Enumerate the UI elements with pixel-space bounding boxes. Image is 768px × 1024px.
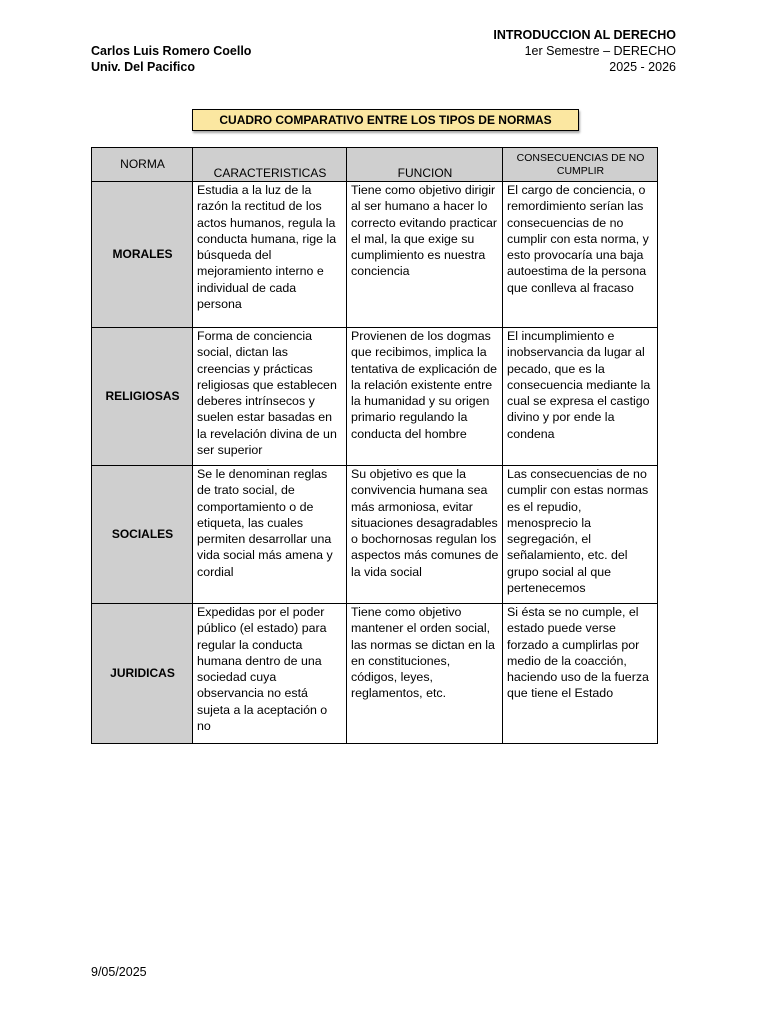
column-header-funcion: FUNCION [347, 148, 503, 182]
table-row-religiosas [92, 328, 658, 466]
column-header-caracteristicas: CARACTERISTICAS [193, 148, 347, 182]
table-row-sociales [92, 466, 658, 604]
row-label-morales: MORALES [92, 182, 193, 328]
cell-caracteristicas: Forma de conciencia social, dictan las creencias y prácticas religiosas que establecen deberes intrínsecos y suelen estar basadas en la revelación divina de un ser superior [193, 328, 347, 466]
footer-date: 9/05/2025 [91, 965, 147, 979]
semester-label: 1er Semestre – DERECHO [524, 44, 676, 58]
row-label-juridicas: JURIDICAS [92, 604, 193, 744]
row-label-sociales: SOCIALES [92, 466, 193, 604]
column-header-norma: NORMA [92, 148, 193, 182]
cell-consecuencias: Si ésta se no cumple, el estado puede verse forzado a cumplirlas por medio de la coacción, haciendo uso de la fuerza que tiene el Estado [503, 604, 658, 744]
author-name: Carlos Luis Romero Coello [91, 44, 252, 58]
university-name: Univ. Del Pacifico [91, 60, 195, 74]
document-title: CUADRO COMPARATIVO ENTRE LOS TIPOS DE NORMAS [192, 109, 579, 131]
cell-funcion: Provienen de los dogmas que recibimos, implica la tentativa de explicación de la relación existente entre la humanidad y su origen primario regulando la conducta del hombre [347, 328, 503, 466]
table-header-row [92, 148, 658, 182]
table-row-juridicas [92, 604, 658, 744]
column-header-consecuencias: CONSECUENCIAS DE NO CUMPLIR [503, 148, 658, 182]
comparison-table [91, 147, 658, 744]
cell-consecuencias: Las consecuencias de no cumplir con estas normas es el repudio, menosprecio la segregación, el señalamiento, etc. del grupo social al que pertenecemos [503, 466, 658, 604]
cell-funcion: Su objetivo es que la convivencia humana sea más armoniosa, evitar situaciones desagradables o bochornosas regulan los aspectos más comunes de la vida social [347, 466, 503, 604]
cell-funcion: Tiene como objetivo mantener el orden social, las normas se dictan en la en constituciones, códigos, leyes, reglamentos, etc. [347, 604, 503, 744]
cell-caracteristicas: Se le denominan reglas de trato social, de comportamiento o de etiqueta, las cuales permiten desarrollar una vida social más amena y cordial [193, 466, 347, 604]
row-label-religiosas: RELIGIOSAS [92, 328, 193, 466]
cell-caracteristicas: Estudia a la luz de la razón la rectitud de los actos humanos, regula la conducta humana, rige la búsqueda del mejoramiento interno e individual de cada persona [193, 182, 347, 328]
cell-caracteristicas: Expedidas por el poder público (el estado) para regular la conducta humana dentro de una sociedad cuya observancia no está sujeta a la aceptación o no [193, 604, 347, 744]
cell-consecuencias: El cargo de conciencia, o remordimiento serían las consecuencias de no cumplir con esta norma, y esto provocaría una baja autoestima de la persona que conlleva al fracaso [503, 182, 658, 328]
academic-years: 2025 - 2026 [609, 60, 676, 74]
cell-consecuencias: El incumplimiento e inobservancia da lugar al pecado, que es la consecuencia mediante la cual se expresa el castigo divino y por ende la condena [503, 328, 658, 466]
cell-funcion: Tiene como objetivo dirigir al ser humano a hacer lo correcto evitando practicar el mal, la que exige su cumplimiento es nuestra conciencia [347, 182, 503, 328]
table-row-morales [92, 182, 658, 328]
course-title: INTRODUCCION AL DERECHO [493, 28, 676, 42]
